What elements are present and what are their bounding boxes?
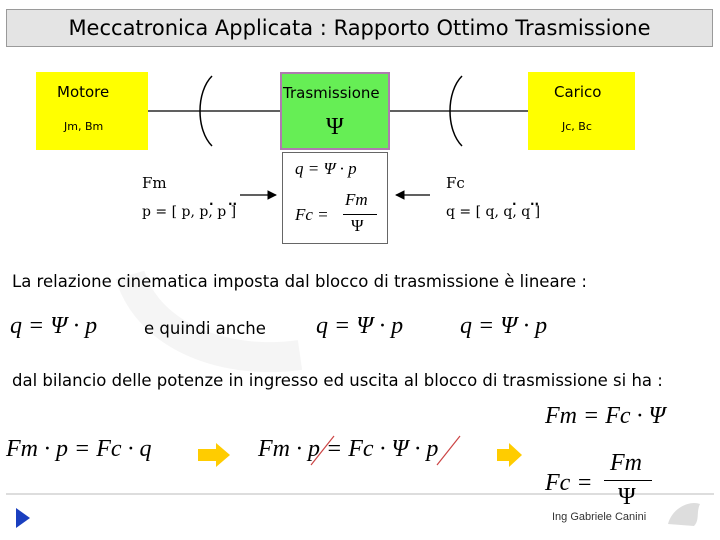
right-arrow-icon-2 bbox=[497, 443, 522, 467]
and-then-text: e quindi anche bbox=[144, 319, 266, 338]
logo-icon bbox=[668, 503, 700, 526]
formula-fc-den: Ψ bbox=[618, 484, 636, 510]
power-balance-text: dal bilancio delle potenze in ingresso ed uscita al blocco di trasmissione si ha : bbox=[12, 371, 663, 390]
formula-fc-num: Fm bbox=[610, 450, 642, 476]
psi-symbol: Ψ bbox=[326, 114, 344, 140]
fc-label: Fc bbox=[446, 174, 465, 192]
slide-bullet-icon bbox=[16, 508, 30, 528]
formula-balance-2: Fm · p = Fc · Ψ · p bbox=[258, 436, 439, 462]
formula-fm-eq: Fm = Fc · Ψ bbox=[545, 403, 666, 429]
right-arrow-icon-1 bbox=[198, 443, 230, 467]
carico-params: Jc, Bc bbox=[562, 120, 592, 133]
formula-qddot: q = Ψ · p bbox=[460, 313, 548, 339]
motore-params: Jm, Bm bbox=[64, 120, 104, 133]
fc-fraction-bar bbox=[604, 480, 652, 481]
box-formula-den: Ψ bbox=[351, 216, 364, 235]
box-formula-left: Fc = bbox=[295, 205, 329, 224]
q-vector: q = [ q, q, q ] bbox=[446, 204, 541, 220]
trasmissione-label: Trasmissione bbox=[283, 84, 380, 102]
author-footer: Ing Gabriele Canini bbox=[552, 511, 647, 523]
formula-q-psi-p: q = Ψ · p bbox=[10, 313, 98, 339]
transmission-formula-box bbox=[282, 152, 388, 244]
p-vector: p = [ p, p, p ] bbox=[142, 204, 237, 220]
box-fraction-bar bbox=[343, 214, 377, 215]
formula-balance-1: Fm · p = Fc · q bbox=[6, 436, 152, 462]
fm-label: Fm bbox=[142, 174, 167, 192]
box-formula-line1: q = Ψ · p bbox=[295, 159, 357, 178]
box-formula-num: Fm bbox=[345, 190, 368, 209]
formula-qdot: q = Ψ · p bbox=[316, 313, 404, 339]
formula-fc-left: Fc = bbox=[545, 470, 593, 496]
relation-text: La relazione cinematica imposta dal blocco di trasmissione è lineare : bbox=[12, 272, 587, 291]
carico-label: Carico bbox=[554, 83, 602, 101]
motore-label: Motore bbox=[57, 83, 110, 101]
slide-title-text: Meccatronica Applicata : Rapporto Ottimo Trasmissione bbox=[68, 16, 651, 40]
cancel-mark-2 bbox=[437, 436, 460, 465]
